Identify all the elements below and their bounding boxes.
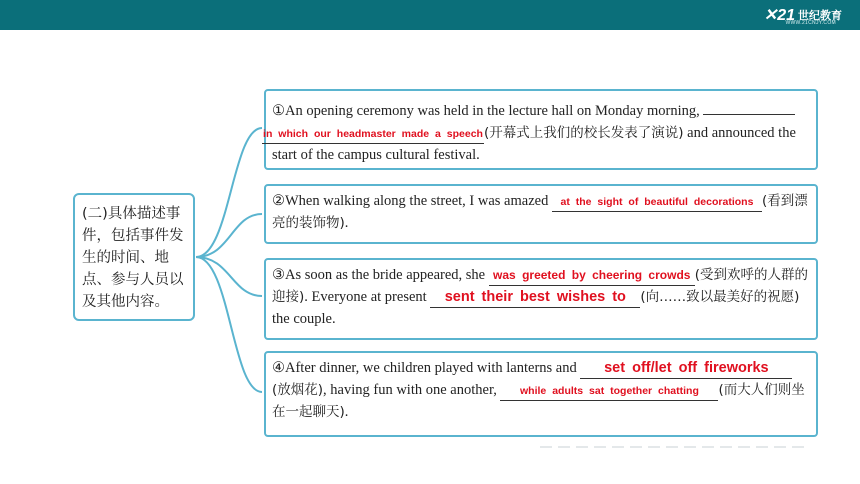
exercise-item-4 [264,351,818,437]
item-4-mid: , having fun with one another, [323,382,497,398]
item-2-blank[interactable] [552,192,762,212]
logo-text: 世纪教育 [798,9,842,22]
item-1-answer: in which our headmaster made a speech [263,128,483,140]
item-3-cn-2: (向……致以最美好的祝愿) [640,289,800,305]
item-4-cn-1: (放烟花) [272,382,324,398]
item-2-answer: at the sight of beautiful decorations [560,196,754,208]
item-3-blank-1[interactable] [489,266,695,286]
item-1-cn: (开幕式上我们的校长发表了演说) [484,125,684,141]
item-4-blank-2[interactable] [500,381,718,401]
logo-mark: ✕21 [763,7,795,24]
connector-4 [196,257,262,392]
item-3-cn-1: (受到欢呼的人群的迎接) [272,267,809,305]
item-4-tail: . [344,404,349,420]
exercise-item-3 [264,258,818,340]
category-box: (二)具体描述事件，包括事件发生的时间、地点、参与人员以及其他内容。 [73,193,195,321]
item-3-tail: the couple. [272,311,336,327]
item-2-cn: (看到漂亮的装饰物) [272,193,808,231]
item-4-cn-2: (而大人们则坐在一起聊天) [272,382,805,420]
item-3-answer-2: sent their best wishes to [444,289,626,305]
item-3-blank-2[interactable] [430,288,640,308]
item-4-blank-1[interactable] [580,359,792,379]
item-2-lead: ②When walking along the street, I was amazed [272,193,549,209]
exercise-item-2 [264,184,818,244]
item-2-tail: . [344,215,349,231]
item-3-mid: . Everyone at present [304,289,427,305]
item-1-blank[interactable] [262,124,484,144]
item-3-lead: ③As soon as the bride appeared, she [272,267,486,283]
item-1-blank-top [703,95,795,115]
bottom-divider [540,446,810,448]
item-4-lead: ④After dinner, we children played with lanterns and [272,360,577,376]
exercise-item-1 [264,89,818,170]
item-4-answer-1: set off/let off fireworks [604,360,769,376]
connector-2 [196,214,262,257]
connector-3 [196,257,262,296]
item-3-answer-1: was greeted by cheering crowds [493,268,691,282]
item-1-tail: and announced the start of the campus cultural festival. [272,125,796,163]
item-1-lead: ①An opening ceremony was held in the lecture hall on Monday morning, [272,103,700,119]
logo-subtitle: WWW.21CNJY.COM [785,20,836,26]
item-4-answer-2: while adults sat together chatting [520,385,699,397]
